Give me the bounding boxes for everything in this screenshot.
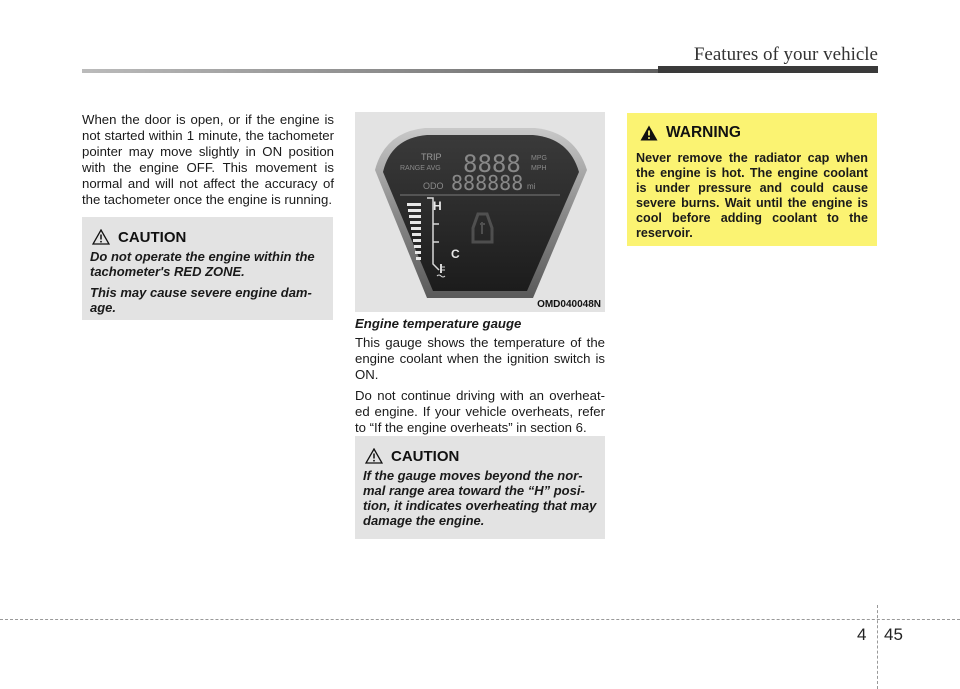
caution-title: CAUTION <box>118 228 187 246</box>
temperature-gauge-figure <box>355 112 605 312</box>
warning-header <box>640 123 868 143</box>
caution-text-1: Do not operate the engine within the tachometer's RED ZONE. <box>90 249 315 279</box>
running-header: Features of your vehicle <box>693 44 878 65</box>
overheat-advice: Do not continue driving with an overheat- ed engine. If your vehicle overheats, refer to “If the engine overheats” in section 6. <box>355 388 605 435</box>
odo-label: ODO <box>423 181 444 191</box>
warning-title: WARNING <box>666 124 741 141</box>
odo-digits: 888888 <box>451 171 524 195</box>
column-1 <box>82 112 334 215</box>
caution-triangle-icon <box>365 448 383 464</box>
range-label: RANGE AVG <box>400 165 441 172</box>
mpg-label: MPG <box>531 155 547 162</box>
tachometer-paragraph: When the door is open, or if the engine is not started within 1 minute, the tachometer pointer may move slightly in ON position with the engine OFF. This movement is normal and will not affect the accuracy of the tachometer once the engine is running. <box>82 112 334 207</box>
warning-triangle-icon <box>640 125 658 141</box>
page-number: 45 <box>884 625 903 644</box>
instrument-cluster-illustration <box>355 112 605 312</box>
header-rule-accent <box>658 66 878 73</box>
caution-header <box>365 446 597 466</box>
trip-digits: 8888 <box>463 150 521 178</box>
footer-divider <box>877 605 878 689</box>
caution-triangle-icon <box>92 229 110 245</box>
caution-title: CAUTION <box>391 447 460 465</box>
gauge-description: This gauge shows the temperature of the engine coolant when the ignition switch is ON. <box>355 335 605 382</box>
caution-text: If the gauge moves beyond the nor- mal range area toward the “H” posi- tion, it indicates overheating that may damage the engine. <box>363 468 597 528</box>
chapter-number: 4 <box>857 625 867 644</box>
caution-box-tachometer <box>82 217 333 320</box>
cold-marker: C <box>451 247 460 261</box>
caution-box-overheat <box>355 436 605 539</box>
footer-rule <box>0 619 960 620</box>
trip-label: TRIP <box>421 152 442 162</box>
warning-text: Never remove the radiator cap when the engine is hot. The engine coolant is under pressure and could cause severe burns. Wait until the engine is cool before adding coolant to the reservoir. <box>636 151 868 240</box>
caution-header <box>92 227 325 247</box>
mi-label: mi <box>527 182 536 191</box>
warning-box-radiator <box>627 113 877 246</box>
column-2-text <box>355 316 605 441</box>
figure-caption: OMD040048N <box>537 299 601 310</box>
hot-marker: H <box>433 199 442 213</box>
mph-label: MPH <box>531 165 547 172</box>
caution-text-2: This may cause severe engine dam- age. <box>90 285 312 315</box>
engine-temperature-subheading: Engine temperature gauge <box>355 316 522 331</box>
